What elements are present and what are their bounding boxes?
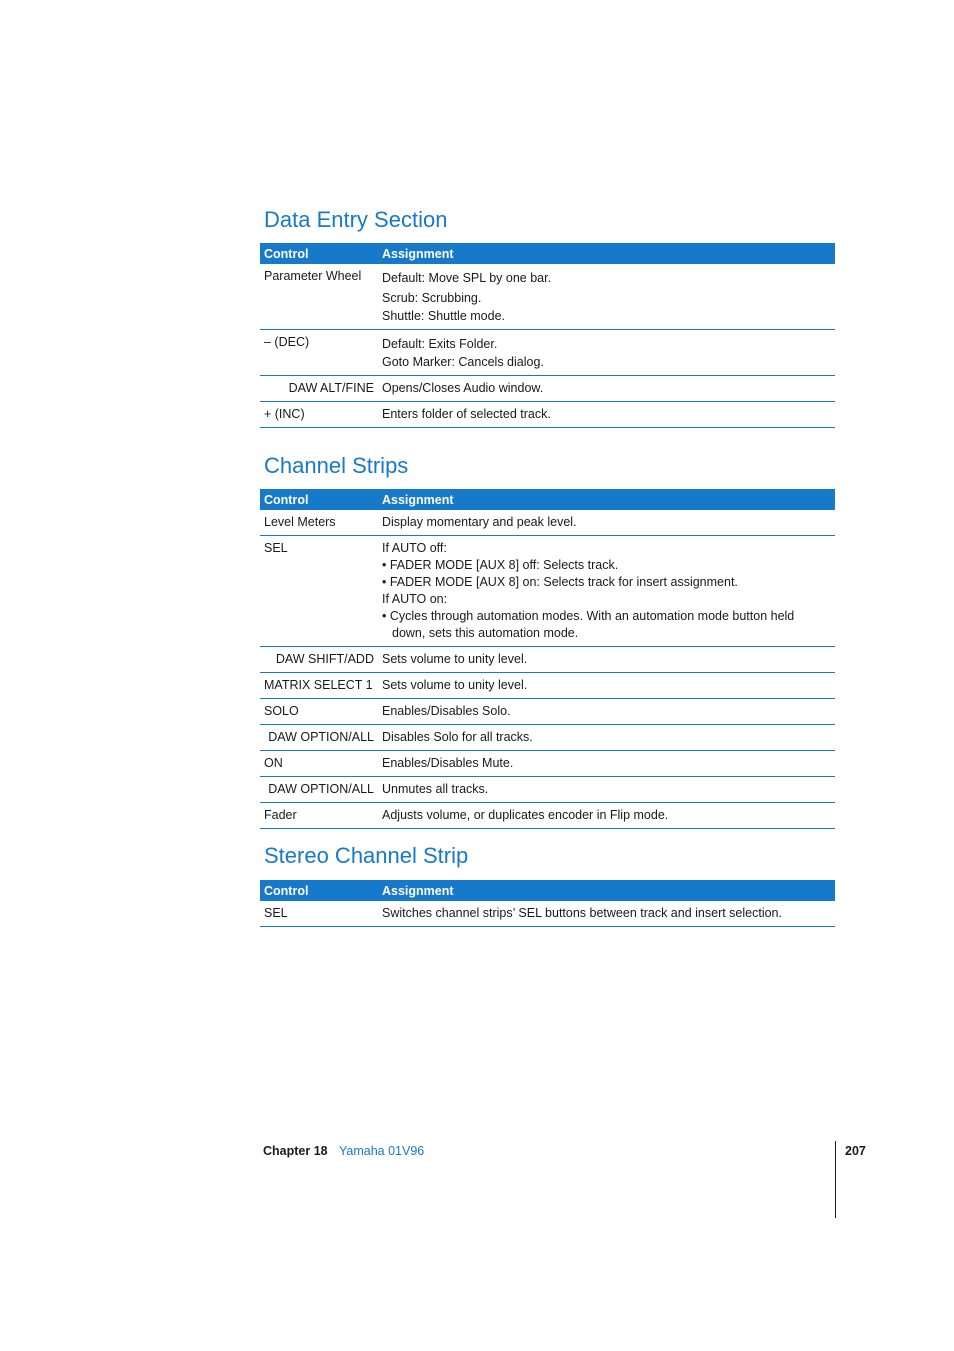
footer-chapter-title: Yamaha 01V96	[339, 1144, 425, 1158]
header-assignment: Assignment	[378, 243, 835, 264]
section-stereo-channel-strip	[260, 845, 835, 927]
control-cell: DAW SHIFT/ADD	[260, 647, 378, 673]
assignment-cell: Unmutes all tracks.	[378, 777, 835, 803]
control-cell: MATRIX SELECT 1	[260, 673, 378, 699]
assignment-cell: Opens/Closes Audio window.	[378, 376, 835, 402]
assignment-cell: Adjusts volume, or duplicates encoder in Flip mode.	[378, 803, 835, 829]
assignment-line: Default: Exits Folder.	[382, 337, 498, 351]
control-cell: Fader	[260, 803, 378, 829]
table-row	[260, 402, 835, 428]
assignment-cell	[378, 536, 835, 647]
control-cell: ON	[260, 751, 378, 777]
header-control: Control	[260, 243, 378, 264]
table-row	[260, 510, 835, 536]
table-row	[260, 699, 835, 725]
assignment-line: Scrub: Scrubbing.	[382, 291, 482, 305]
section-title: Channel Strips	[264, 453, 409, 478]
assignment-cell: Enables/Disables Mute.	[378, 751, 835, 777]
control-cell: SEL	[260, 901, 378, 927]
control-cell: – (DEC)	[260, 330, 378, 376]
assignment-line: If AUTO off:	[382, 541, 447, 555]
assignment-line: Shuttle: Shuttle mode.	[382, 309, 505, 323]
channel-strips-table	[260, 489, 835, 829]
table-header-row	[260, 489, 835, 510]
assignment-cell	[378, 264, 835, 330]
assignment-cell: Sets volume to unity level.	[378, 647, 835, 673]
table-row	[260, 901, 835, 927]
assignment-cell: Enters folder of selected track.	[378, 402, 835, 428]
header-control: Control	[260, 489, 378, 510]
assignment-cell: Disables Solo for all tracks.	[378, 725, 835, 751]
assignment-cell: Display momentary and peak level.	[378, 510, 835, 536]
section-title: Stereo Channel Strip	[264, 843, 469, 868]
assignment-cell	[378, 330, 835, 376]
section-channel-strips	[260, 455, 835, 829]
control-cell: SEL	[260, 536, 378, 647]
table-row	[260, 376, 835, 402]
bullet-text: FADER MODE [AUX 8] off: Selects track.	[389, 558, 619, 572]
bullet-item: • Cycles through automation modes. With an automation mode button held down, sets this automation mode.	[382, 609, 795, 640]
assignment-line: If AUTO on:	[382, 592, 448, 606]
control-cell: + (INC)	[260, 402, 378, 428]
assignment-cell: Enables/Disables Solo.	[378, 699, 835, 725]
table-row	[260, 777, 835, 803]
table-row	[260, 803, 835, 829]
header-assignment: Assignment	[378, 489, 835, 510]
stereo-channel-strip-table	[260, 880, 835, 927]
data-entry-table	[260, 243, 835, 428]
assignment-line: Default: Move SPL by one bar.	[382, 271, 552, 285]
table-row	[260, 673, 835, 699]
control-cell: Level Meters	[260, 510, 378, 536]
assignment-cell: Sets volume to unity level.	[378, 673, 835, 699]
page-number: 207	[845, 1144, 866, 1158]
bullet-item: • FADER MODE [AUX 8] off: Selects track.	[382, 558, 619, 572]
control-cell: SOLO	[260, 699, 378, 725]
table-row	[260, 330, 835, 376]
table-row	[260, 725, 835, 751]
section-title: Data Entry Section	[264, 207, 448, 232]
section-data-entry	[260, 209, 835, 428]
control-cell: DAW OPTION/ALL	[260, 777, 378, 803]
control-cell: DAW ALT/FINE	[260, 376, 378, 402]
footer-divider	[835, 1141, 836, 1218]
bullet-text: Cycles through automation modes. With an automation mode button held down, sets this automation mode.	[389, 609, 795, 640]
table-row	[260, 647, 835, 673]
header-assignment: Assignment	[378, 880, 835, 901]
bullet-text: FADER MODE [AUX 8] on: Selects track for insert assignment.	[389, 575, 738, 589]
header-control: Control	[260, 880, 378, 901]
table-row	[260, 751, 835, 777]
footer-chapter: Chapter 18	[263, 1144, 328, 1158]
bullet-item: • FADER MODE [AUX 8] on: Selects track for insert assignment.	[382, 575, 738, 589]
table-row	[260, 264, 835, 330]
table-header-row	[260, 880, 835, 901]
control-cell: DAW OPTION/ALL	[260, 725, 378, 751]
assignment-line: Goto Marker: Cancels dialog.	[382, 355, 544, 369]
table-row	[260, 536, 835, 647]
control-cell: Parameter Wheel	[260, 264, 378, 330]
table-header-row	[260, 243, 835, 264]
assignment-cell: Switches channel strips’ SEL buttons between track and insert selection.	[378, 901, 835, 927]
